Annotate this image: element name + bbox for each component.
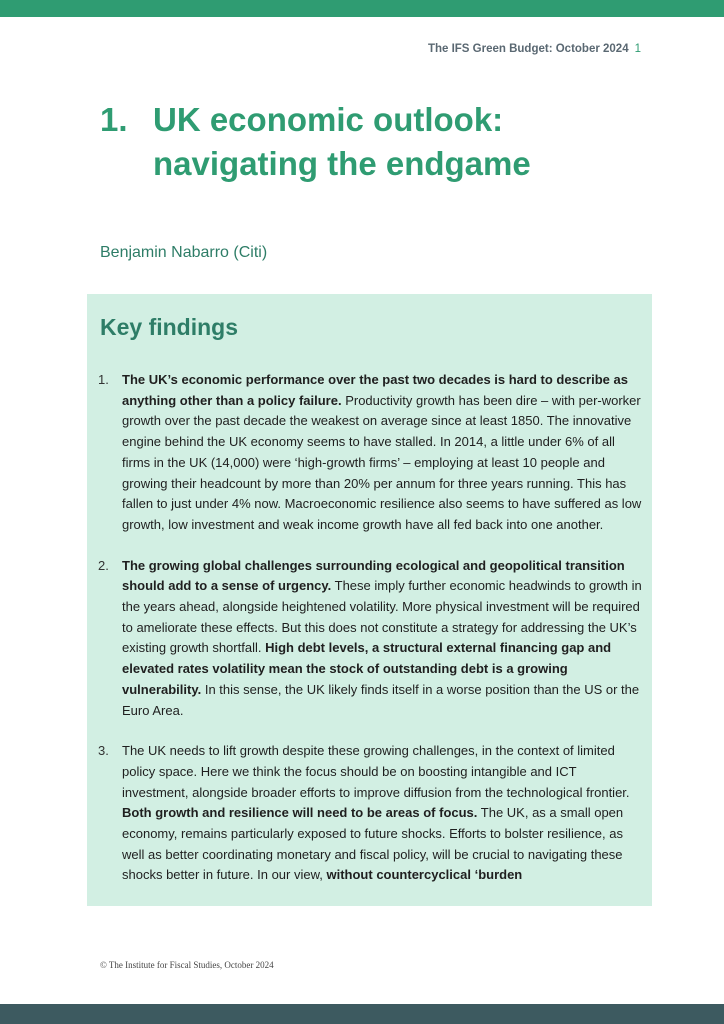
- finding-number: 2.: [98, 557, 109, 573]
- copyright-footer: © The Institute for Fiscal Studies, October 2024: [100, 960, 274, 970]
- finding-number: 3.: [98, 743, 109, 759]
- chapter-number: 1.: [100, 101, 128, 138]
- finding-bold-text: High debt levels, a structural external financing gap and elevated rates volatility mean the stock of outstanding debt is a growing vulnerability.: [122, 640, 612, 697]
- key-finding-item: [98, 556, 643, 722]
- finding-text: In this sense, the UK likely finds itself in a worse position than the US or the Euro Area.: [122, 681, 640, 718]
- key-finding-item: [98, 370, 643, 536]
- finding-bold-text: The growing global challenges surrounding ecological and geopolitical transition should add to a sense of urgency.: [122, 557, 625, 594]
- key-findings-heading: Key findings: [100, 314, 239, 340]
- finding-bold-text: The UK’s economic performance over the past two decades is hard to describe as anything other than a policy failure.: [122, 372, 628, 408]
- finding-bold-text: Both growth and resilience will need to be areas of focus.: [122, 805, 478, 821]
- finding-text: Productivity growth has been dire – with per-worker growth over the past decade the weakest on average since at least 1850. The innovative engine behind the UK economy seems to have stalled. In 2014, a little under 6% of all firms in the UK (14,000) were ‘high-growth firms’ – employing at least 10 people and growing their headcount by more than 20% per annum for three years running. This has fallen to just under 4% now. Macroeconomic resilience also seems to have suffered as low growth, low investment and weak income growth have all fed back into one another.: [122, 392, 642, 532]
- page-number: 1: [634, 43, 641, 55]
- finding-bold-text: without countercyclical ‘burden: [326, 867, 523, 883]
- key-findings-box: [87, 294, 652, 906]
- finding-text: These imply further economic headwinds to growth in the years ahead, alongside heightened volatility. More physical investment will be required to ameliorate these effects. But this does not constitute a strategy for addressing the UK’s existing growth shortfall.: [122, 578, 642, 656]
- header-title: The IFS Green Budget: October 2024: [427, 43, 629, 55]
- author-line: Benjamin Nabarro (Citi): [100, 244, 268, 261]
- top-accent-bar: [0, 0, 724, 17]
- chapter-title: [100, 98, 660, 186]
- running-header: [428, 43, 641, 55]
- bottom-accent-bar: [0, 1004, 724, 1024]
- chapter-title-text: UK economic outlook: navigating the endgame: [153, 101, 531, 182]
- finding-text: The UK needs to lift growth despite these growing challenges, in the context of limited policy space. Here we think the focus should be on boosting intangible and ICT investment, alongside broader efforts to improve diffusion from the technological frontier.: [122, 743, 630, 800]
- finding-text: The UK, as a small open economy, remains particularly exposed to future shocks. Efforts to bolster resilience, as well as better coordinating monetary and fiscal policy, will be crucial to navigating these shocks better in future. In our view,: [122, 805, 624, 883]
- finding-number: 1.: [98, 372, 109, 387]
- key-finding-item: [98, 741, 643, 886]
- key-findings-list: [98, 370, 643, 906]
